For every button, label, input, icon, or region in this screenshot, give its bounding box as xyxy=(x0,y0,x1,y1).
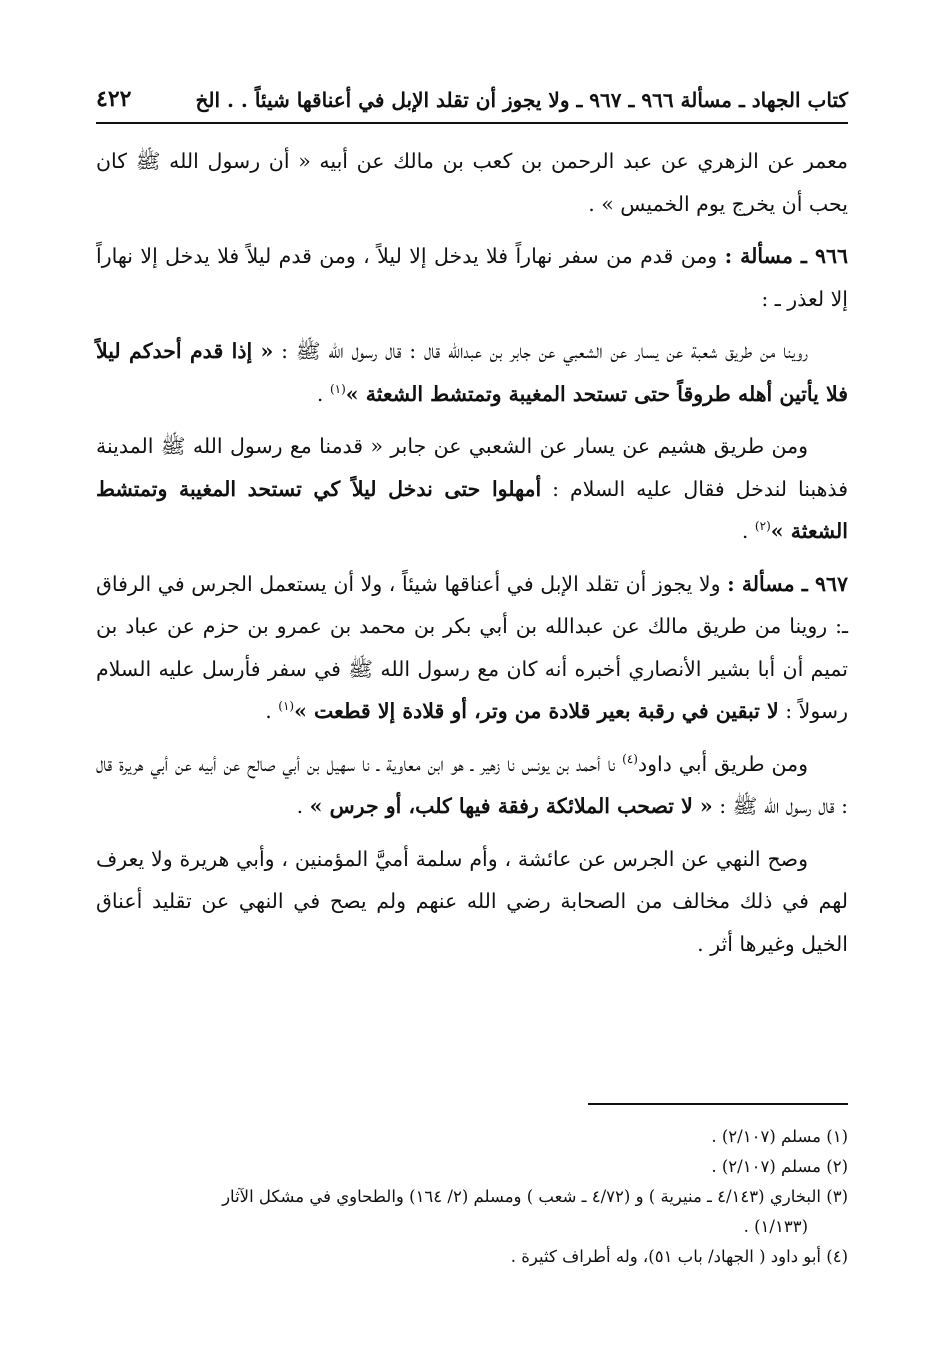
paragraph-end: . xyxy=(741,519,755,543)
running-head: كتاب الجهاد ـ مسألة ٩٦٦ ـ ٩٦٧ ـ ولا يجوز أن تقلد الإبل في أعناقها شيئاً . . الخ xyxy=(195,88,848,112)
footnote-4: (٤) أبو داود ( الجهاد/ باب ٥١)، وله أطراف كثيرة . xyxy=(510,1247,848,1266)
paragraph-end: . xyxy=(296,794,310,818)
paragraph-text: نا أحمد بن يونس نا زهير ـ هو ابن معاوية ـ نا سهيل بن أبي صالح عن أبيه عن أبي هريرة قال : قال رسول الله ﷺ : xyxy=(96,751,848,818)
hadith-text: « لا تصحب الملائكة رفقة فيها كلب، أو جرس » xyxy=(309,794,713,818)
main-text xyxy=(96,140,848,975)
masala-text: ومن قدم من سفر نهاراً فلا يدخل إلا ليلاً ، ومن قدم ليلاً فلا يدخل إلا نهاراً إلا لعذر ـ : xyxy=(96,244,848,311)
footnote-ref: (٢) xyxy=(754,519,771,534)
footnote-ref: (٤) xyxy=(622,751,638,766)
page-header xyxy=(96,72,848,112)
footnote-rule xyxy=(588,1103,848,1105)
paragraph-text: معمر عن الزهري عن عبد الرحمن بن كعب بن مالك عن أبيه « أن رسول الله ﷺ كان يحب أن يخرج يوم الخميس » . xyxy=(96,149,848,216)
footnote-ref: (١) xyxy=(278,699,295,714)
paragraph xyxy=(96,838,848,966)
paragraph xyxy=(96,330,848,415)
page-number: ٤٢٢ xyxy=(96,86,132,112)
paragraph-end: . xyxy=(316,381,330,406)
paragraph-text: روينا من طريق شعبة عن يسار عن الشعبي عن جابر بن عبدالله قال : قال رسول الله ﷺ : xyxy=(273,339,809,363)
paragraph xyxy=(96,425,848,553)
footnote-ref: (١) xyxy=(329,381,346,396)
footnote-1: (١) مسلم (٢/١٠٧) . xyxy=(711,1127,848,1146)
hadith-text: أمهلوا حتى ندخل ليلاً كي تستحد المغيبة وتمتشط الشعثة » xyxy=(96,476,848,543)
hadith-text: لا تبقين في رقبة بعير قلادة من وتر، أو قلادة إلا قطعت » xyxy=(294,699,779,723)
paragraph-text: ومن طريق أبي داود xyxy=(637,751,808,776)
masala-label: ٩٦٧ ـ مسألة : xyxy=(727,571,848,596)
footnote-3-continued: (١/١٣٣) . xyxy=(743,1217,808,1236)
paragraph-text: وصح النهي عن الجرس عن عائشة ، وأم سلمة أميَّ المؤمنين ، وأبي هريرة ولا يعرف لهم في ذلك مخالف من الصحابة رضي الله عنهم ولم يصح في النهي عن تقليد أعناق الخيل وغيرها أثر . xyxy=(96,846,848,956)
hadith-text: « إذا قدم أحدكم ليلاً فلا يأتين أهله طروقاً حتى تستحد المغيبة وتمتشط الشعثة » xyxy=(96,339,848,406)
paragraph xyxy=(96,140,848,225)
footnotes xyxy=(96,1122,848,1272)
footnote-2: (٢) مسلم (٢/١٠٧) . xyxy=(711,1157,848,1176)
masala-967 xyxy=(96,563,848,733)
masala-966 xyxy=(96,235,848,320)
header-rule xyxy=(96,122,848,124)
footnote-3: (٣) البخاري (٤/١٤٣ ـ منيرية ) و (٤/٧٢ ـ شعب ) ومسلم (٢/ ١٦٤) والطحاوي في مشكل الآثار xyxy=(222,1187,848,1206)
paragraph xyxy=(96,743,848,828)
paragraph-text: ومن طريق هشيم عن يسار عن الشعبي عن جابر « قدمنا مع رسول الله ﷺ المدينة فذهبنا لندخل فقال عليه السلام : xyxy=(96,434,848,501)
masala-text: ولا يجوز أن تقلد الإبل في أعناقها شيئاً ، ولا أن يستعمل الجرس في الرفاق ـ: روينا من طريق مالك عن عبدالله بن أبي بكر بن محمد بن عمرو بن حزم عن عباد بن تميم أن أبا بشير الأنصاري أخبره أنه كان مع رسول الله ﷺ في سفر فأرسل عليه السلام رسولاً : xyxy=(96,571,848,723)
masala-label: ٩٦٦ ـ مسألة : xyxy=(724,244,848,268)
paragraph-end: . xyxy=(265,699,279,723)
